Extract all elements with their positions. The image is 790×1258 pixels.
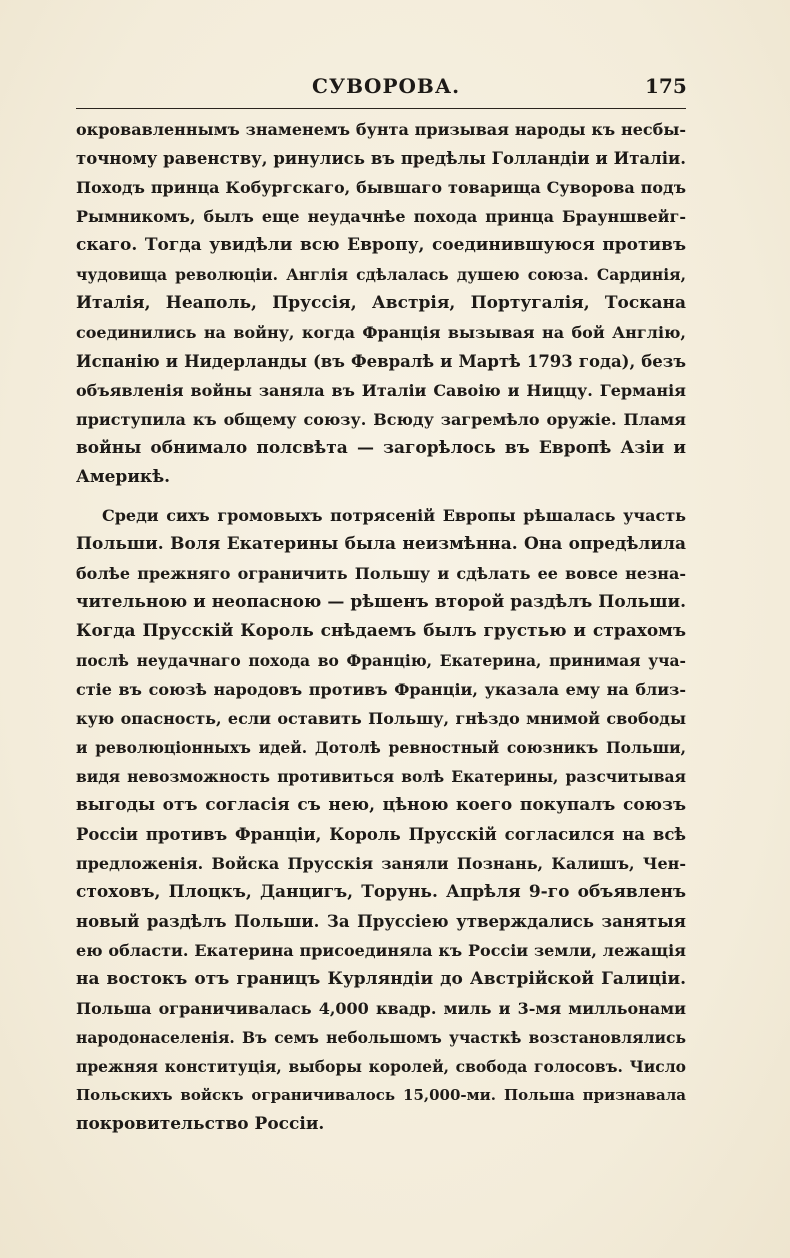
- text-line: объявленія войны заняла въ Италіи Савоію и Ниццу. Германія: [76, 381, 686, 400]
- text-line: чительною и неопасною — рѣшенъ второй раздѣлъ Польши.: [76, 592, 686, 612]
- text-line: ею области. Екатерина присоединяла къ Россіи земли, лежащія: [76, 941, 686, 960]
- text-line: Польши. Воля Екатерины была неизмѣнна. Она опредѣлила: [76, 534, 686, 554]
- text-line: кую опасность, если оставить Польшу, гнѣздо мнимой свободы: [76, 709, 686, 728]
- text-line: Россіи противъ Франціи, Король Прусскій согласился на всѣ: [76, 825, 686, 844]
- text-line: Америкѣ.: [76, 467, 171, 487]
- text-line: приступила къ общему союзу. Всюду загремѣло оружіе. Пламя: [76, 410, 686, 429]
- text-line: новый раздѣлъ Польши. За Пруссіею утверждались занятыя: [76, 912, 686, 931]
- page-number: 175: [645, 74, 687, 98]
- text-line: болѣе прежняго ограничить Польшу и сдѣлать ее вовсе незна-: [76, 564, 686, 583]
- text-line: точному равенству, ринулись въ предѣлы Голландіи и Италіи.: [76, 149, 686, 168]
- text-line: стіе въ союзѣ народовъ противъ Франціи, указала ему на близ-: [76, 680, 686, 699]
- text-line: скаго. Тогда увидѣли всю Европу, соединившуюся противъ: [76, 235, 686, 255]
- text-line: Испанію и Нидерланды (въ Февралѣ и Мартѣ 1793 года), безъ: [76, 352, 686, 371]
- text-line: видя невозможность противиться волѣ Екатерины, разсчитывая: [76, 767, 686, 786]
- text-line: Среди сихъ громовыхъ потрясеній Европы рѣшалась участь: [102, 506, 686, 525]
- text-line: покровительство Россіи.: [76, 1114, 325, 1134]
- paragraph-1: [76, 115, 686, 492]
- paragraph-2: [76, 501, 686, 1139]
- text-line: Рымникомъ, былъ еще неудачнѣе похода принца Брауншвейг-: [76, 207, 686, 226]
- text-line: войны обнимало полсвѣта — загорѣлось въ Европѣ Азіи и: [76, 438, 686, 458]
- text-line: соединились на войну, когда Франція вызывая на бой Англію,: [76, 323, 686, 342]
- running-title: СУВОРОВА.: [312, 74, 461, 98]
- text-line: выгоды отъ согласія съ нею, цѣною коего покупалъ союзъ: [76, 795, 686, 815]
- running-head: [0, 74, 790, 104]
- text-line: Польша ограничивалась 4,000 квадр. миль и 3-мя милльонами: [76, 999, 686, 1018]
- text-line: народонаселенія. Въ семъ небольшомъ участкѣ возстановлялись: [76, 1028, 686, 1047]
- text-line: Когда Прусскій Король снѣдаемъ былъ грустью и страхомъ: [76, 621, 686, 641]
- text-line: на востокъ отъ границъ Курляндіи до Австрійской Галиціи.: [76, 969, 686, 989]
- text-line: Италія, Неаполь, Пруссія, Австрія, Португалія, Тоскана: [76, 293, 686, 313]
- text-line: окровавленнымъ знаменемъ бунта призывая народы къ несбы-: [76, 120, 686, 139]
- text-line: и революціонныхъ идей. Дотолѣ ревностный союзникъ Польши,: [76, 738, 686, 757]
- text-line: послѣ неудачнаго похода во Францію, Екатерина, принимая уча-: [76, 651, 686, 670]
- text-line: прежняя конституція, выборы королей, свобода голосовъ. Число: [76, 1057, 686, 1076]
- text-line: чудовища революціи. Англія сдѣлалась душею союза. Сардинія,: [76, 265, 686, 284]
- header-rule: [76, 108, 686, 109]
- text-line: стоховъ, Плоцкъ, Данцигъ, Торунь. Апрѣля 9-го объявленъ: [76, 882, 686, 902]
- text-line: предложенія. Войска Прусскія заняли Познань, Калишъ, Чен-: [76, 854, 686, 873]
- text-line: Польскихъ войскъ ограничивалось 15,000-ми. Польша признавала: [76, 1086, 686, 1104]
- text-line: Походъ принца Кобургскаго, бывшаго товарища Суворова подъ: [76, 178, 686, 197]
- body-text: [76, 115, 686, 1139]
